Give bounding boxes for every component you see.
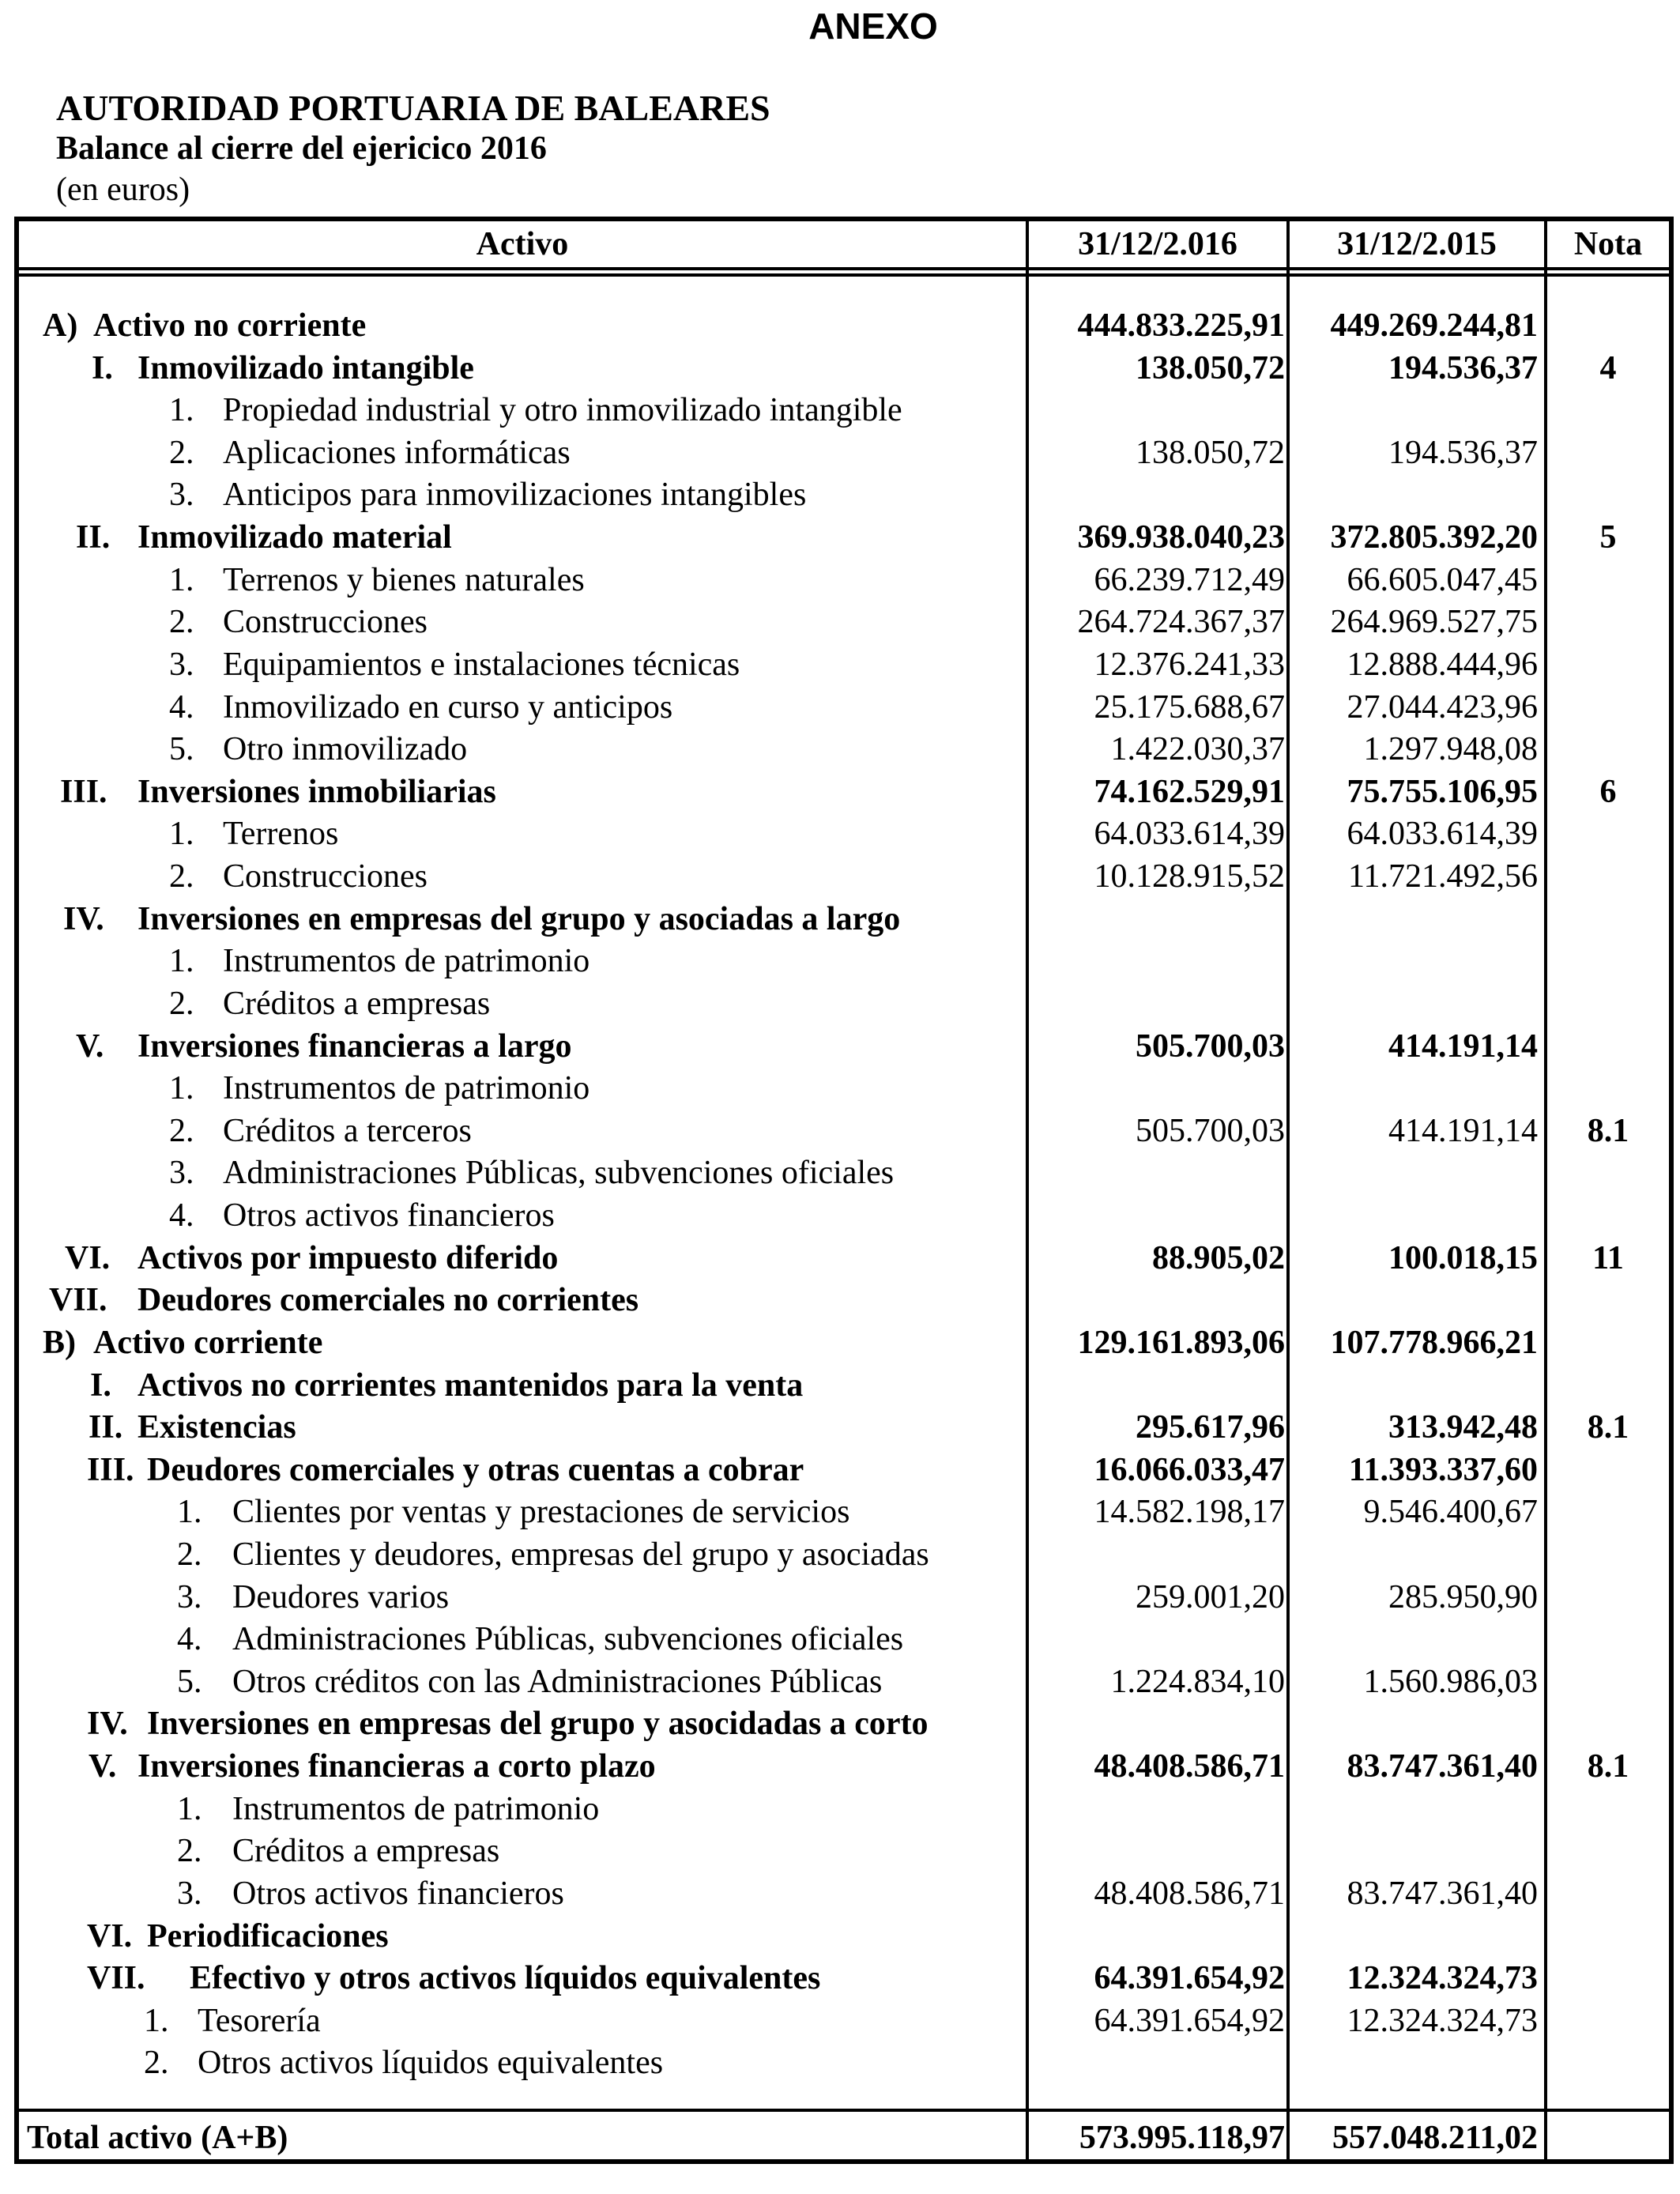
table-row xyxy=(19,1873,1669,1916)
table-row xyxy=(19,941,1669,983)
table-row xyxy=(19,1068,1669,1110)
table-row xyxy=(19,1152,1669,1195)
balance-table xyxy=(14,217,1674,2164)
row-label: Efectivo y otros activos líquidos equivalentes xyxy=(190,1960,821,1997)
row-number: 2. xyxy=(144,2045,169,2082)
table-row xyxy=(19,813,1669,856)
column-header-activo: Activo xyxy=(476,226,569,262)
row-label: Administraciones Públicas, subvenciones oficiales xyxy=(232,1621,904,1658)
row-number: III. xyxy=(87,1451,134,1488)
row-number: VI. xyxy=(65,1239,111,1276)
row-number: IV. xyxy=(87,1706,128,1743)
value-2015: 414.191,14 xyxy=(1388,1112,1538,1149)
value-2016: 74.162.529,91 xyxy=(1094,773,1285,810)
table-row xyxy=(19,1703,1669,1746)
annex-title: ANEXO xyxy=(808,6,938,47)
value-2016: 14.582.198,17 xyxy=(1094,1494,1285,1531)
table-row xyxy=(19,1110,1669,1153)
value-2015: 11.721.492,56 xyxy=(1348,858,1538,895)
value-2015: 313.942,48 xyxy=(1388,1409,1538,1446)
table-row xyxy=(19,390,1669,432)
row-number: 1. xyxy=(169,392,194,429)
row-label: Administraciones Públicas, subvenciones oficiales xyxy=(223,1155,895,1192)
row-number: 1. xyxy=(169,816,194,853)
row-number: A) xyxy=(43,307,78,344)
row-number: 1. xyxy=(177,1790,202,1827)
nota-ref: 8.1 xyxy=(1587,1409,1629,1446)
table-row xyxy=(19,474,1669,517)
value-2015: 27.044.423,96 xyxy=(1347,688,1538,726)
table-row xyxy=(19,432,1669,475)
row-label: Aplicaciones informáticas xyxy=(223,434,571,471)
value-2016: 64.391.654,92 xyxy=(1094,2002,1285,2039)
total-label: Total activo (A+B) xyxy=(27,2120,288,2156)
value-2016: 264.724.367,37 xyxy=(1077,604,1285,641)
row-label: Deudores varios xyxy=(232,1578,450,1615)
row-number: 2. xyxy=(169,858,194,895)
value-2016: 505.700,03 xyxy=(1136,1027,1285,1065)
value-2016: 12.376.241,33 xyxy=(1094,646,1285,683)
row-number: 4. xyxy=(169,1197,194,1235)
value-2015: 64.033.614,39 xyxy=(1347,816,1538,853)
value-2015: 75.755.106,95 xyxy=(1347,773,1538,810)
row-number: 3. xyxy=(177,1578,202,1615)
row-number: 5. xyxy=(177,1663,202,1700)
table-row xyxy=(19,560,1669,602)
table-row xyxy=(19,983,1669,1026)
row-number: V. xyxy=(76,1027,104,1065)
value-2015: 1.297.948,08 xyxy=(1363,731,1538,768)
row-label: Clientes y deudores, empresas del grupo y asociadas xyxy=(232,1536,929,1573)
row-label: Activos no corrientes mantenidos para la venta xyxy=(137,1367,804,1404)
table-row xyxy=(19,1238,1669,1280)
row-label: Inversiones inmobiliarias xyxy=(137,773,496,810)
value-2015: 285.950,90 xyxy=(1388,1578,1538,1615)
table-row xyxy=(19,1746,1669,1789)
row-number: 1. xyxy=(169,1070,194,1107)
row-label: Instrumentos de patrimonio xyxy=(232,1790,600,1827)
table-row xyxy=(19,1449,1669,1492)
table-row xyxy=(19,644,1669,687)
row-label: Inmovilizado material xyxy=(137,519,452,556)
table-row xyxy=(19,1280,1669,1322)
row-label: Inversiones financieras a largo xyxy=(137,1027,572,1065)
table-row xyxy=(19,1195,1669,1238)
row-label: Otro inmovilizado xyxy=(223,731,468,768)
value-2015: 264.969.527,75 xyxy=(1330,604,1538,641)
value-2016: 129.161.893,06 xyxy=(1077,1324,1285,1361)
row-number: 3. xyxy=(169,646,194,683)
row-number: I. xyxy=(92,349,113,386)
row-label: Inversiones financieras a corto plazo xyxy=(137,1748,656,1785)
row-number: 2. xyxy=(169,1112,194,1149)
value-2015: 83.747.361,40 xyxy=(1347,1875,1538,1912)
row-label: Deudores comerciales no corrientes xyxy=(137,1282,639,1319)
row-number: 2. xyxy=(177,1536,202,1573)
row-label: Activos por impuesto diferido xyxy=(137,1239,559,1276)
value-2016: 1.422.030,37 xyxy=(1110,731,1285,768)
row-number: 4. xyxy=(169,688,194,726)
row-label: Activo no corriente xyxy=(93,307,367,344)
value-2015: 414.191,14 xyxy=(1388,1027,1538,1065)
value-2015: 1.560.986,03 xyxy=(1363,1663,1538,1700)
total-value-2016: 573.995.118,97 xyxy=(1079,2120,1285,2156)
row-label: Anticipos para inmovilizaciones intangibles xyxy=(223,477,807,514)
total-row xyxy=(19,2115,1669,2161)
table-row xyxy=(19,2000,1669,2043)
value-2016: 88.905,02 xyxy=(1152,1239,1285,1276)
value-2016: 138.050,72 xyxy=(1136,349,1285,386)
table-row xyxy=(19,1322,1669,1365)
table-row xyxy=(19,517,1669,560)
nota-ref: 5 xyxy=(1599,519,1617,556)
row-number: VII. xyxy=(49,1282,107,1319)
units-note: (en euros) xyxy=(56,172,190,208)
row-label: Tesorería xyxy=(198,2002,321,2039)
value-2016: 505.700,03 xyxy=(1136,1112,1285,1149)
row-label: Otros activos financieros xyxy=(223,1197,555,1235)
table-row xyxy=(19,1958,1669,2000)
value-2015: 11.393.337,60 xyxy=(1348,1451,1538,1488)
row-number: VI. xyxy=(87,1917,133,1955)
row-number: VII. xyxy=(87,1960,145,1997)
header-divider xyxy=(19,273,1669,277)
total-value-2015: 557.048.211,02 xyxy=(1332,2120,1538,2156)
row-label: Periodificaciones xyxy=(147,1917,389,1955)
row-number: B) xyxy=(43,1324,76,1361)
value-2015: 12.888.444,96 xyxy=(1347,646,1538,683)
value-2015: 107.778.966,21 xyxy=(1330,1324,1538,1361)
table-row xyxy=(19,1491,1669,1534)
table-row xyxy=(19,2042,1669,2085)
nota-ref: 8.1 xyxy=(1587,1748,1629,1785)
value-2016: 138.050,72 xyxy=(1136,434,1285,471)
value-2016: 48.408.586,71 xyxy=(1094,1748,1285,1785)
row-label: Terrenos y bienes naturales xyxy=(223,561,585,598)
table-row xyxy=(19,1577,1669,1619)
row-label: Activo corriente xyxy=(93,1324,323,1361)
row-number: III. xyxy=(60,773,107,810)
row-number: 2. xyxy=(169,985,194,1022)
value-2016: 48.408.586,71 xyxy=(1094,1875,1285,1912)
row-number: 2. xyxy=(169,604,194,641)
row-label: Otros créditos con las Administraciones Públicas xyxy=(232,1663,883,1700)
row-label: Inmovilizado en curso y anticipos xyxy=(223,688,673,726)
value-2015: 100.018,15 xyxy=(1388,1239,1538,1276)
row-label: Deudores comerciales y otras cuentas a cobrar xyxy=(147,1451,804,1488)
row-number: 1. xyxy=(144,2002,169,2039)
row-label: Instrumentos de patrimonio xyxy=(223,1070,590,1107)
row-number: 3. xyxy=(169,1155,194,1192)
value-2015: 194.536,37 xyxy=(1388,349,1538,386)
row-label: Inversiones en empresas del grupo y asocidadas a corto xyxy=(147,1706,929,1743)
row-label: Créditos a terceros xyxy=(223,1112,472,1149)
table-row xyxy=(19,1916,1669,1958)
value-2015: 12.324.324,73 xyxy=(1347,2002,1538,2039)
value-2016: 25.175.688,67 xyxy=(1094,688,1285,726)
row-label: Instrumentos de patrimonio xyxy=(223,943,590,980)
row-label: Clientes por ventas y prestaciones de servicios xyxy=(232,1494,850,1531)
value-2016: 16.066.033,47 xyxy=(1094,1451,1285,1488)
row-number: V. xyxy=(89,1748,117,1785)
table-row xyxy=(19,1661,1669,1704)
row-label: Terrenos xyxy=(223,816,339,853)
row-label: Inversiones en empresas del grupo y asociadas a largo xyxy=(137,900,901,937)
table-row xyxy=(19,856,1669,899)
table-row xyxy=(19,771,1669,814)
row-number: II. xyxy=(76,519,111,556)
row-number: IV. xyxy=(63,900,104,937)
total-divider xyxy=(19,2109,1669,2112)
column-header-nota: Nota xyxy=(1573,226,1643,262)
value-2015: 449.269.244,81 xyxy=(1330,307,1538,344)
row-number: 4. xyxy=(177,1621,202,1658)
value-2016: 444.833.225,91 xyxy=(1077,307,1285,344)
row-label: Créditos a empresas xyxy=(232,1833,500,1870)
table-row xyxy=(19,1619,1669,1661)
value-2015: 9.546.400,67 xyxy=(1363,1494,1538,1531)
value-2015: 12.324.324,73 xyxy=(1347,1960,1538,1997)
table-row xyxy=(19,305,1669,348)
column-header-2015: 31/12/2.015 xyxy=(1337,226,1497,262)
value-2016: 259.001,20 xyxy=(1136,1578,1285,1615)
row-label: Propiedad industrial y otro inmovilizado intangible xyxy=(223,392,902,429)
header-divider xyxy=(19,267,1669,270)
organization-name: AUTORIDAD PORTUARIA DE BALEARES xyxy=(56,88,770,128)
row-label: Existencias xyxy=(137,1409,296,1446)
row-number: 5. xyxy=(169,731,194,768)
nota-ref: 11 xyxy=(1592,1239,1624,1276)
nota-ref: 6 xyxy=(1599,773,1617,810)
table-row xyxy=(19,601,1669,644)
column-header-2016: 31/12/2.016 xyxy=(1078,226,1237,262)
table-row xyxy=(19,729,1669,771)
value-2015: 372.805.392,20 xyxy=(1330,519,1538,556)
table-row xyxy=(19,1026,1669,1069)
value-2015: 83.747.361,40 xyxy=(1347,1748,1538,1785)
table-row xyxy=(19,1365,1669,1408)
value-2016: 295.617,96 xyxy=(1136,1409,1285,1446)
row-label: Otros activos líquidos equivalentes xyxy=(198,2045,664,2082)
row-number: 1. xyxy=(169,561,194,598)
row-label: Construcciones xyxy=(223,858,428,895)
row-number: 2. xyxy=(169,434,194,471)
table-row xyxy=(19,348,1669,390)
row-label: Construcciones xyxy=(223,604,428,641)
value-2015: 194.536,37 xyxy=(1388,434,1538,471)
row-label: Inmovilizado intangible xyxy=(137,349,474,386)
nota-ref: 8.1 xyxy=(1587,1112,1629,1149)
row-label: Créditos a empresas xyxy=(223,985,491,1022)
table-row xyxy=(19,1407,1669,1449)
table-row xyxy=(19,1830,1669,1873)
table-row xyxy=(19,1789,1669,1831)
row-number: I. xyxy=(90,1367,111,1404)
table-row xyxy=(19,899,1669,941)
row-label: Otros activos financieros xyxy=(232,1875,564,1912)
value-2016: 369.938.040,23 xyxy=(1077,519,1285,556)
table-row xyxy=(19,687,1669,729)
value-2016: 1.224.834,10 xyxy=(1110,1663,1285,1700)
value-2016: 10.128.915,52 xyxy=(1094,858,1285,895)
table-row xyxy=(19,1534,1669,1577)
value-2016: 64.391.654,92 xyxy=(1094,1960,1285,1997)
row-number: II. xyxy=(89,1409,123,1446)
row-number: 3. xyxy=(169,477,194,514)
report-subtitle: Balance al cierre del ejericico 2016 xyxy=(56,130,547,167)
row-number: 1. xyxy=(169,943,194,980)
row-label: Equipamientos e instalaciones técnicas xyxy=(223,646,740,683)
value-2015: 66.605.047,45 xyxy=(1347,561,1538,598)
nota-ref: 4 xyxy=(1599,349,1617,386)
row-number: 1. xyxy=(177,1494,202,1531)
value-2016: 64.033.614,39 xyxy=(1094,816,1285,853)
value-2016: 66.239.712,49 xyxy=(1094,561,1285,598)
row-number: 2. xyxy=(177,1833,202,1870)
row-number: 3. xyxy=(177,1875,202,1912)
